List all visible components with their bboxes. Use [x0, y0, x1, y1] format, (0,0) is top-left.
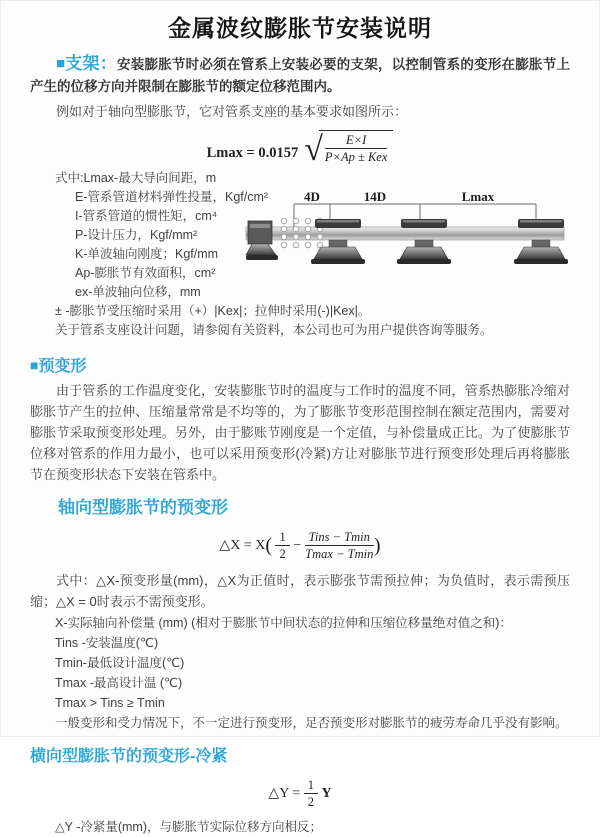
half-numerator: 1 [275, 530, 289, 546]
guide-support [514, 219, 568, 264]
support-example-line: 例如对于轴向型膨胀节，它对管系支座的基本要求如图所示： [56, 104, 408, 119]
axial-formula-numerator: Tins − Tmin [305, 530, 374, 546]
sqrt-symbol: √ [304, 130, 323, 168]
half-denominator: 2 [279, 547, 286, 562]
lateral-formula-lhs: △Y = [268, 785, 301, 801]
guide-support [311, 219, 365, 264]
lateral-formula [30, 778, 570, 810]
square-bullet-icon: ■ [56, 55, 66, 72]
definition-line: E-管系管道材料弹性投量，Kgf/cm² [75, 189, 269, 204]
support-lead-paragraph [30, 53, 570, 98]
square-bullet-icon: ■ [30, 356, 39, 373]
axial-line: X-实际轴向补偿量 (mm) (相对于膨胀节中间状态的拉伸和压缩位移量绝对值之和)： [55, 615, 512, 630]
dim-label-lmax: Lmax [461, 189, 495, 204]
lmax-formula-lhs: Lmax = 0.0157 [206, 144, 299, 161]
open-paren: ( [265, 534, 272, 557]
definition-line: Ap-膨胀节有效面积，cm² [75, 265, 216, 280]
lateral-half-denominator: 2 [307, 794, 314, 809]
axial-formula-lhs: △X = X [219, 537, 266, 553]
lmax-formula [30, 130, 570, 168]
axial-formula [30, 530, 570, 562]
lateral-note: △Y -冷紧量(mm)，与膨胀节实际位移方向相反； [55, 820, 323, 835]
axial-line: Tmin-最低设计温度(℃) [55, 655, 185, 670]
definition-line: 式中:Lmax-最大导向间距，m [55, 170, 217, 185]
axial-formula-denominator: Tmax − Tmin [305, 547, 374, 562]
definition-line: K-单波轴向刚度；Kgf/mm [75, 246, 219, 261]
axial-line: Tmax > Tins ≥ Tmin [55, 695, 165, 710]
support-lead-text: 安装膨胀节时必须在管系上安装必要的支架，以控制管系的变形在膨胀节上产生的位移方向并限制在膨胀节的额定位移范围内。 [30, 57, 570, 94]
axial-line: Tins -安装温度(℃) [55, 635, 159, 650]
axial-heading: 轴向型膨胀节的预变形 [58, 497, 228, 517]
consult-note: 关于管系支座设计问题，请参阅有关资料，本公司也可为用户提供咨询等服务。 [55, 323, 493, 338]
lateral-half-numerator: 1 [304, 778, 318, 794]
definition-line: ex-单波轴向位移，mm [75, 284, 201, 299]
axial-note: 式中：△X-预变形量(mm)，△X为正值时，表示膨张节需预拉伸；为负值时，表示需预压缩；△X = 0时表示不需预变形。 [30, 572, 570, 609]
axial-line: 一般变形和受力情况下，不一定进行预变形，足否预变形对膨胀节的疲劳寿命几乎没有影响。 [55, 715, 568, 730]
support-heading [56, 54, 117, 73]
lateral-heading: 横向型膨胀节的预变形-冷紧 [30, 747, 228, 765]
page-title: 金属波纹膨胀节安装说明 [168, 15, 432, 41]
support-heading-label: 支架： [65, 54, 117, 73]
axial-line: Tmax -最高设计温 (℃) [55, 675, 183, 690]
guide-support [397, 219, 451, 264]
minus-sign: − [293, 537, 302, 553]
definition-line: I-管系管道的惯性矩，cm⁴ [75, 208, 218, 223]
predeform-paragraph: 由于管系的工作温度变化，安装膨胀节时的温度与工作时的温度不同，管系热膨胀冷缩对膨胀节产生的拉伸、压缩量常常是不均等的，为了膨胀节变形范围控制在额定范围内，需要对膨胀节采取预变形处理。另外，由于膨账节刚度是一个定值，与补偿量成正比。为了使膨胀节位移对管系的作用力最小，也可以采用预变形(冷紧)方让对膨胀节进行预变形处理后再将膨胀节在预变形状态下安装在管系中。 [30, 382, 570, 482]
dim-label-4d: 4D [304, 189, 320, 204]
dim-label-14d: 14D [363, 189, 387, 204]
axial-definitions [30, 613, 570, 733]
predeform-heading-label: 预变形 [38, 357, 87, 375]
lateral-formula-rhs: Y [321, 785, 332, 801]
lmax-formula-denominator: P×Ap ± Kex [324, 150, 388, 165]
pipe-support-diagram [246, 191, 596, 286]
plusminus-note: ± -膨胀节受压缩时采用（+）|Kex|；拉伸时采用(-)|Kex|。 [55, 303, 371, 318]
lmax-formula-numerator: E×I [325, 133, 388, 149]
definition-line: P-设计压力，Kgf/mm² [75, 227, 198, 242]
close-paren: ) [373, 534, 381, 557]
predeform-heading [30, 353, 570, 376]
